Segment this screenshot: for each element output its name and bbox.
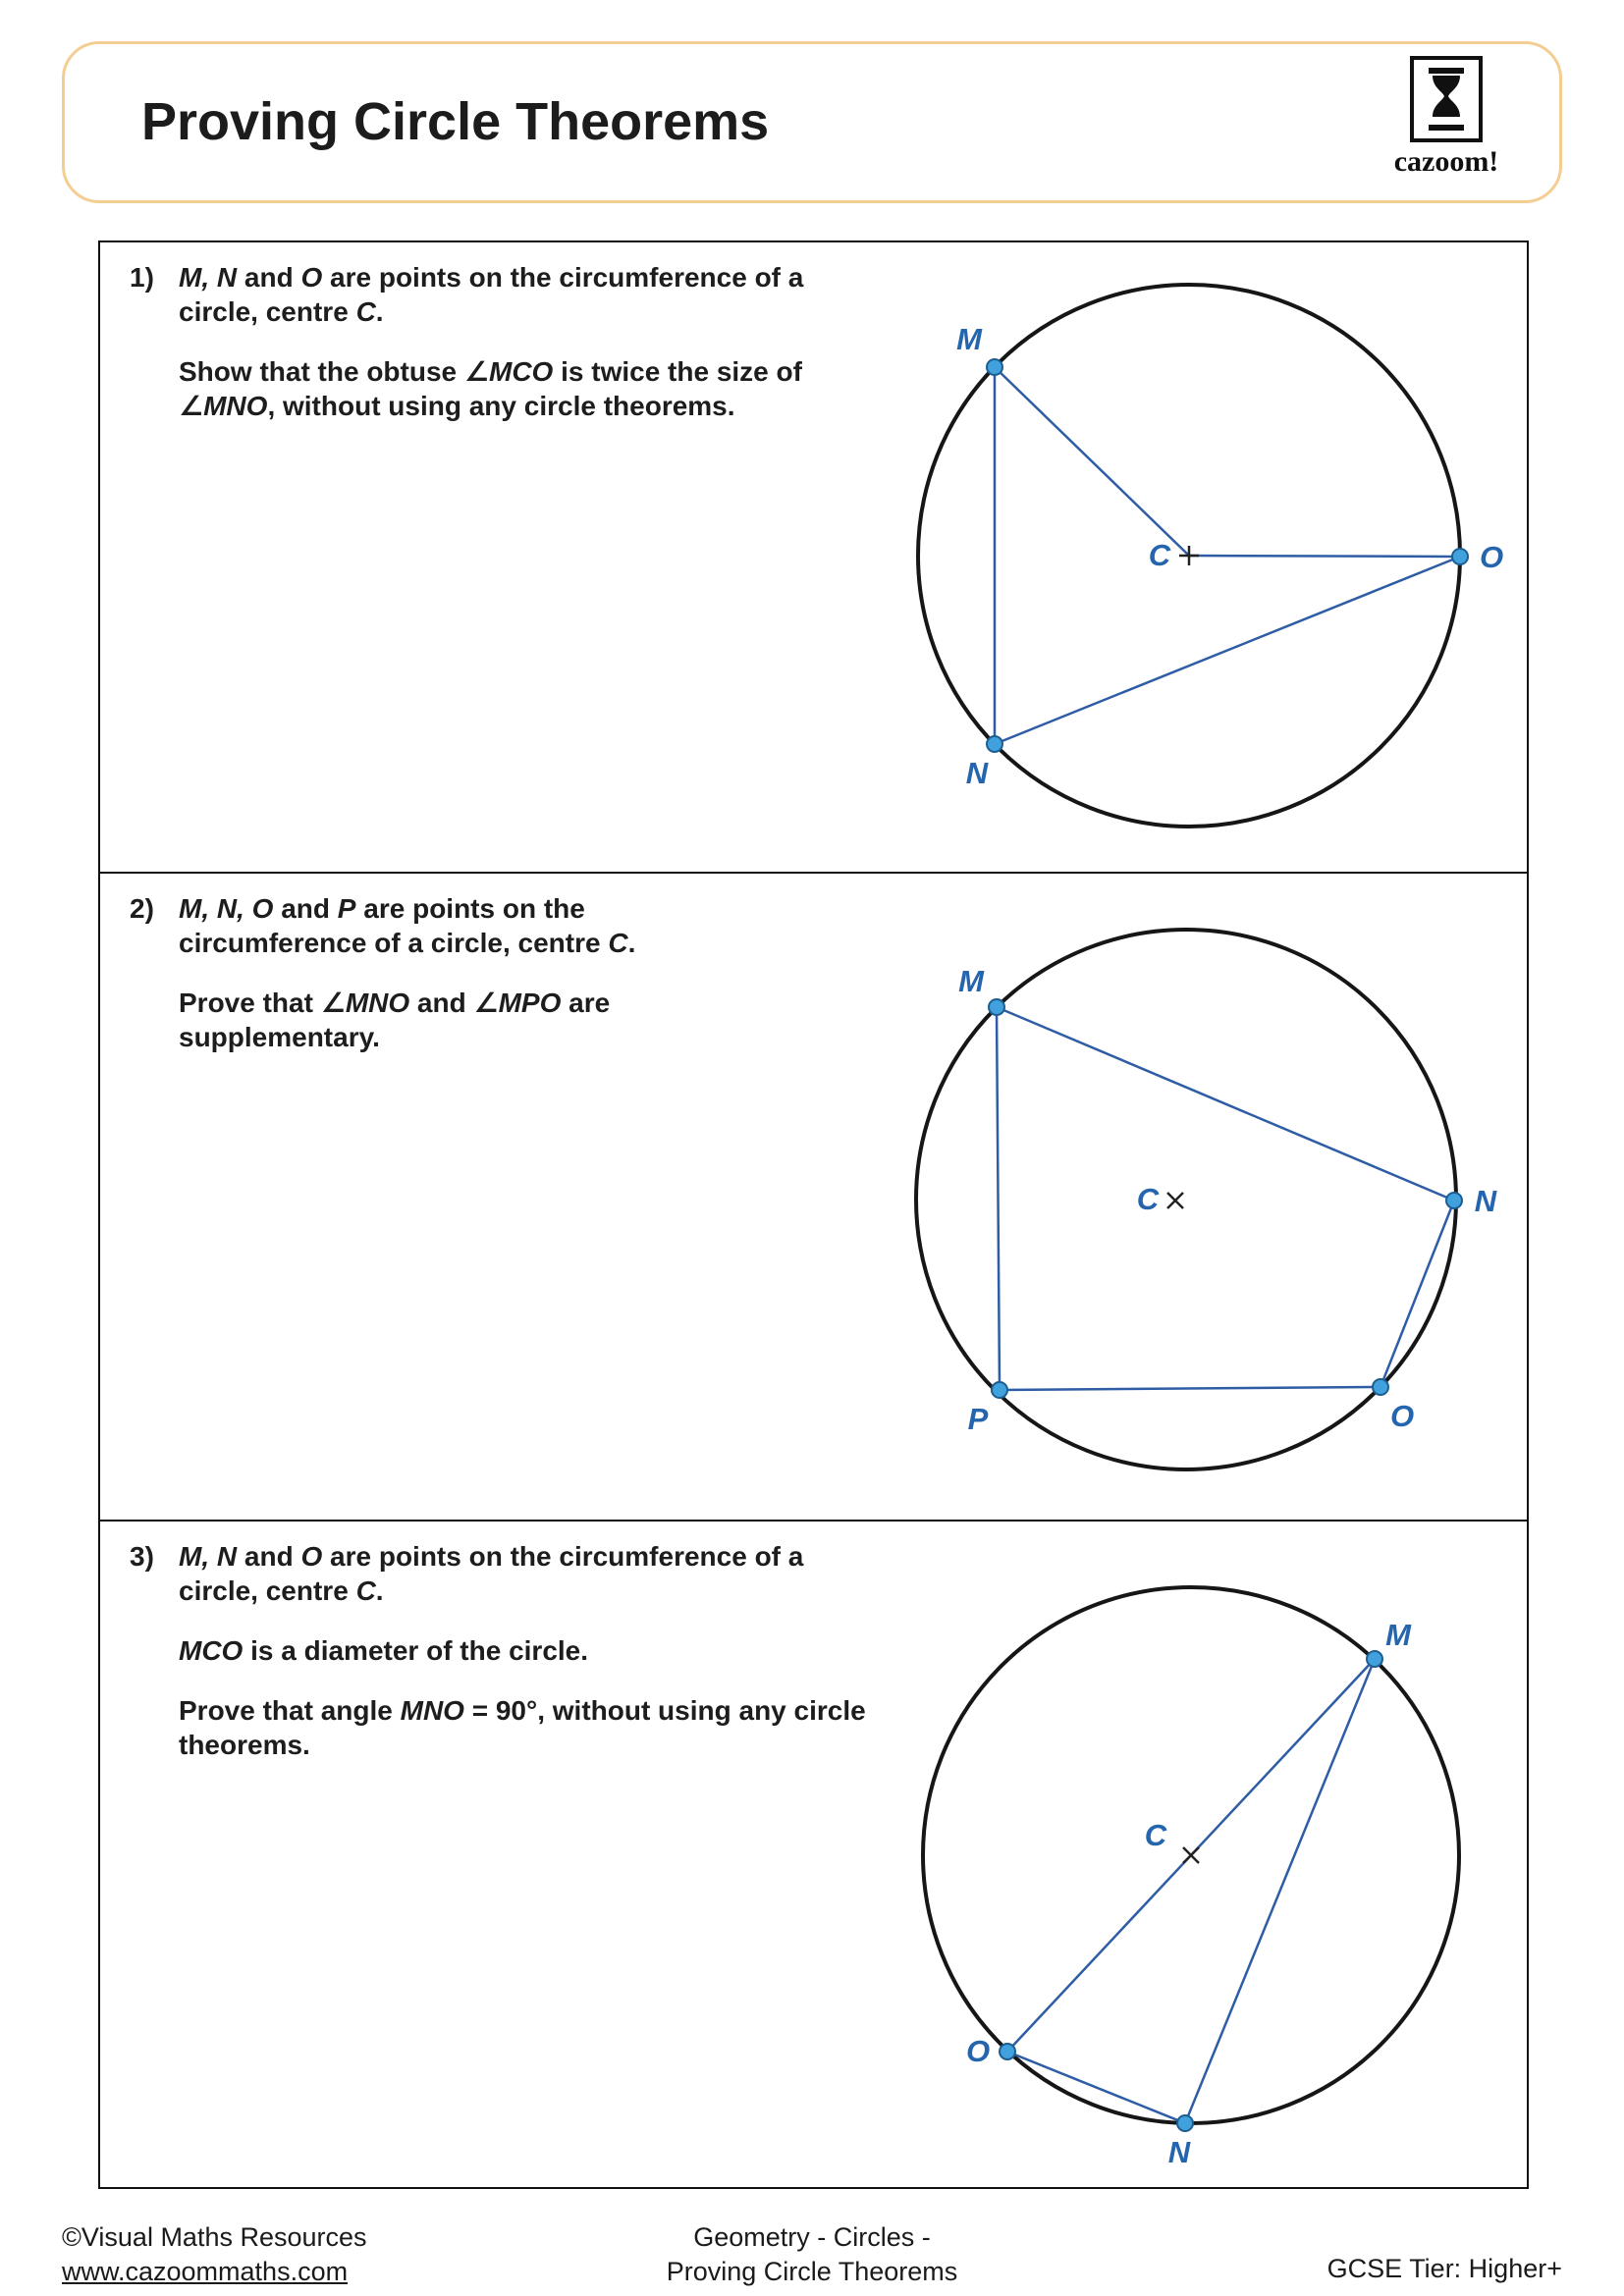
text-segment: = 90°, without using any circle theorems. <box>179 1695 866 1760</box>
text-segment: are points on the circumference of a circle, centre <box>179 262 804 327</box>
math-var: MPO <box>498 988 562 1018</box>
website-link[interactable]: www.cazoommaths.com <box>62 2257 349 2286</box>
logo-box <box>1410 56 1483 142</box>
question-paragraphs <box>179 260 866 449</box>
math-var: MCO <box>489 356 554 387</box>
point-P <box>992 1382 1007 1398</box>
math-var: MNO <box>400 1695 464 1726</box>
math-var: MNO <box>203 391 268 421</box>
chord-CO <box>1189 556 1460 557</box>
chord-NO <box>1380 1201 1454 1387</box>
text-segment: . <box>375 296 384 327</box>
question-paragraph <box>179 891 729 960</box>
label-M: M <box>956 322 982 356</box>
text-segment: are points on the circumference of a circle, centre <box>179 893 609 958</box>
question-1 <box>98 240 1529 874</box>
text-segment: ∠ <box>320 988 346 1018</box>
question-paragraph <box>179 986 729 1054</box>
logo-text: cazoom! <box>1393 145 1499 178</box>
text-segment: ∠ <box>463 356 489 387</box>
math-var: C <box>608 928 628 958</box>
question-paragraph <box>179 354 866 423</box>
circle-diagram-2 <box>884 893 1512 1512</box>
math-var: O <box>300 1541 323 1572</box>
label-N: N <box>965 756 989 790</box>
footer-subject-line2: Proving Circle Theorems <box>666 2257 958 2286</box>
text-segment: and <box>237 262 301 293</box>
question-2 <box>98 872 1529 1522</box>
question-3-text <box>130 1539 866 1788</box>
text-segment: are points on the circumference of a circle, centre <box>179 1541 804 1606</box>
question-paragraph <box>179 1693 866 1762</box>
chord-MN <box>997 1007 1454 1201</box>
text-segment: . <box>627 928 636 958</box>
label-O: O <box>1479 540 1504 574</box>
text-segment: . <box>375 1575 384 1606</box>
point-N <box>1177 2115 1193 2131</box>
math-var: M, N <box>179 1541 238 1572</box>
math-var: C <box>355 296 376 327</box>
chord-MN <box>1185 1659 1375 2123</box>
label-C: C <box>1148 538 1171 572</box>
question-3 <box>98 1520 1529 2189</box>
text-segment: is twice the size of <box>553 356 802 387</box>
text-segment: is a diameter of the circle. <box>243 1635 589 1666</box>
text-segment: Show that the obtuse <box>179 356 464 387</box>
point-O <box>1000 2044 1015 2059</box>
math-var: P <box>337 893 356 924</box>
circle-diagram-1 <box>884 250 1512 869</box>
question-paragraphs <box>179 891 729 1080</box>
label-N: N <box>1167 2135 1191 2169</box>
text-segment: , without using any circle theorems. <box>267 391 735 421</box>
hourglass-icon <box>1425 68 1468 131</box>
point-M <box>989 999 1004 1015</box>
footer-tier: GCSE Tier: Higher+ <box>1326 2254 1562 2283</box>
chord-OP <box>1000 1387 1380 1390</box>
chord-MC <box>995 367 1189 556</box>
math-var: C <box>355 1575 376 1606</box>
label-O: O <box>965 2034 991 2068</box>
header <box>62 41 1562 203</box>
math-var: M, N, O <box>179 893 274 924</box>
text-segment: Prove that <box>179 988 321 1018</box>
math-var: M, N <box>179 262 238 293</box>
copyright-text: ©Visual Maths Resources <box>62 2222 367 2252</box>
text-segment: ∠ <box>179 391 204 421</box>
question-number: 3) <box>130 1541 154 1572</box>
question-number: 1) <box>130 262 154 293</box>
text-segment: are supplementary. <box>179 988 611 1052</box>
label-P: P <box>967 1402 989 1436</box>
chord-NO <box>995 557 1460 744</box>
text-segment: Prove that angle <box>179 1695 401 1726</box>
label-O: O <box>1389 1399 1415 1433</box>
label-N: N <box>1474 1184 1497 1218</box>
circle-diagram-3 <box>884 1546 1512 2184</box>
point-O <box>1452 549 1468 564</box>
text-segment: ∠ <box>473 988 499 1018</box>
math-var: MNO <box>345 988 410 1018</box>
label-C: C <box>1136 1182 1160 1216</box>
point-N <box>987 736 1002 752</box>
question-paragraph <box>179 1633 866 1668</box>
point-N <box>1446 1193 1462 1208</box>
chord-NO <box>1007 2052 1185 2123</box>
math-var: O <box>300 262 323 293</box>
text-segment: and <box>273 893 338 924</box>
question-number: 2) <box>130 893 154 924</box>
page-title: Proving Circle Theorems <box>141 92 770 151</box>
cazoom-logo <box>1382 56 1510 179</box>
math-var: MCO <box>179 1635 244 1666</box>
label-M: M <box>958 964 984 998</box>
text-segment: and <box>409 988 474 1018</box>
point-M <box>987 359 1002 375</box>
point-O <box>1373 1379 1388 1395</box>
question-2-text <box>130 891 729 1080</box>
question-paragraph <box>179 260 866 329</box>
footer-subject-line1: Geometry - Circles - <box>693 2222 931 2252</box>
text-segment: and <box>237 1541 301 1572</box>
point-M <box>1367 1651 1382 1667</box>
chord-PM <box>997 1007 1000 1390</box>
question-paragraph <box>179 1539 866 1608</box>
label-C: C <box>1144 1818 1167 1852</box>
question-paragraphs <box>179 1539 866 1788</box>
question-1-text <box>130 260 866 449</box>
label-M: M <box>1385 1618 1411 1652</box>
